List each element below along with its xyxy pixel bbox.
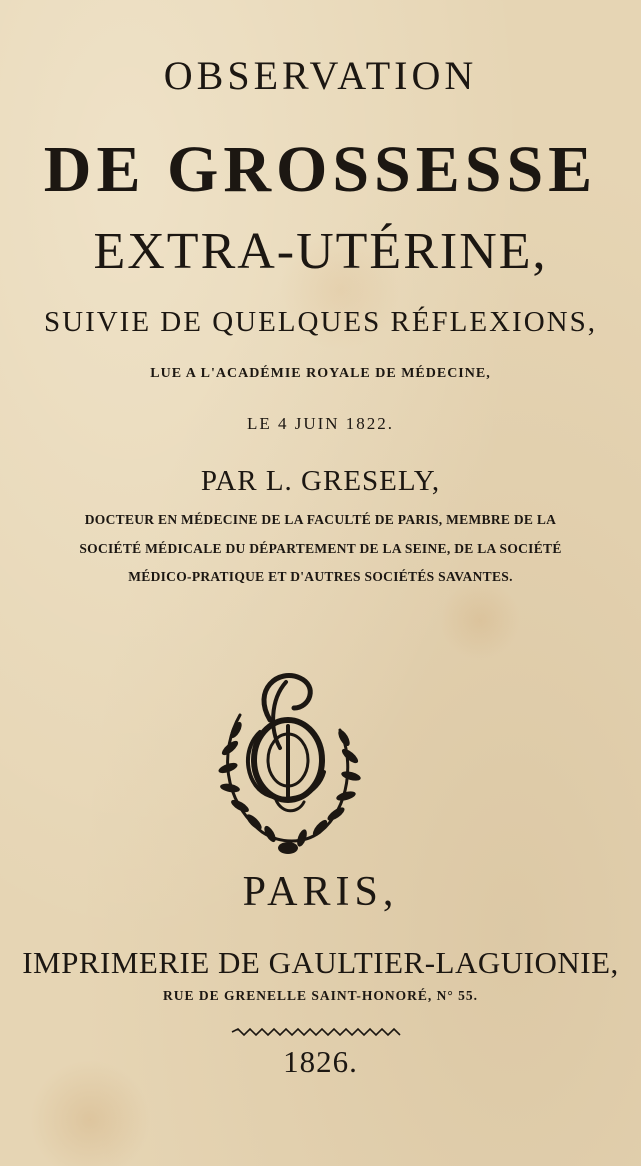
subtitle-reflexions: SUIVIE DE QUELQUES RÉFLEXIONS, <box>44 306 597 338</box>
title-line-observation: OBSERVATION <box>163 53 478 98</box>
imprint-year: 1826. <box>283 1044 358 1079</box>
imprint-city: PARIS, <box>242 869 399 915</box>
title-line-grossesse: DE GROSSESSE <box>43 133 598 206</box>
ornamental-rule <box>230 1027 410 1037</box>
imprint-printer: IMPRIMERIE DE GAULTIER-LAGUIONIE, <box>22 945 619 980</box>
date-line: LE 4 JUIN 1822. <box>246 414 395 433</box>
title-line-extra-uterine: EXTRA-UTÉRINE, <box>93 223 548 280</box>
read-at-academy-line: LUE A L'ACADÉMIE ROYALE DE MÉDECINE, <box>150 366 491 381</box>
imprint-address: RUE DE GRENELLE SAINT-HONORÉ, N° 55. <box>162 988 479 1003</box>
printer-monogram-icon <box>200 660 370 860</box>
credentials-line: DOCTEUR EN MÉDECINE DE LA FACULTÉ DE PARIS, MEMBRE DE LA <box>84 512 557 527</box>
credentials-line: MÉDICO-PRATIQUE ET D'AUTRES SOCIÉTÉS SAVANTES. <box>128 569 513 584</box>
credentials-line: SOCIÉTÉ MÉDICALE DU DÉPARTEMENT DE LA SEINE, DE LA SOCIÉTÉ <box>79 541 562 556</box>
author-line: PAR L. GRESELY, <box>200 465 441 497</box>
